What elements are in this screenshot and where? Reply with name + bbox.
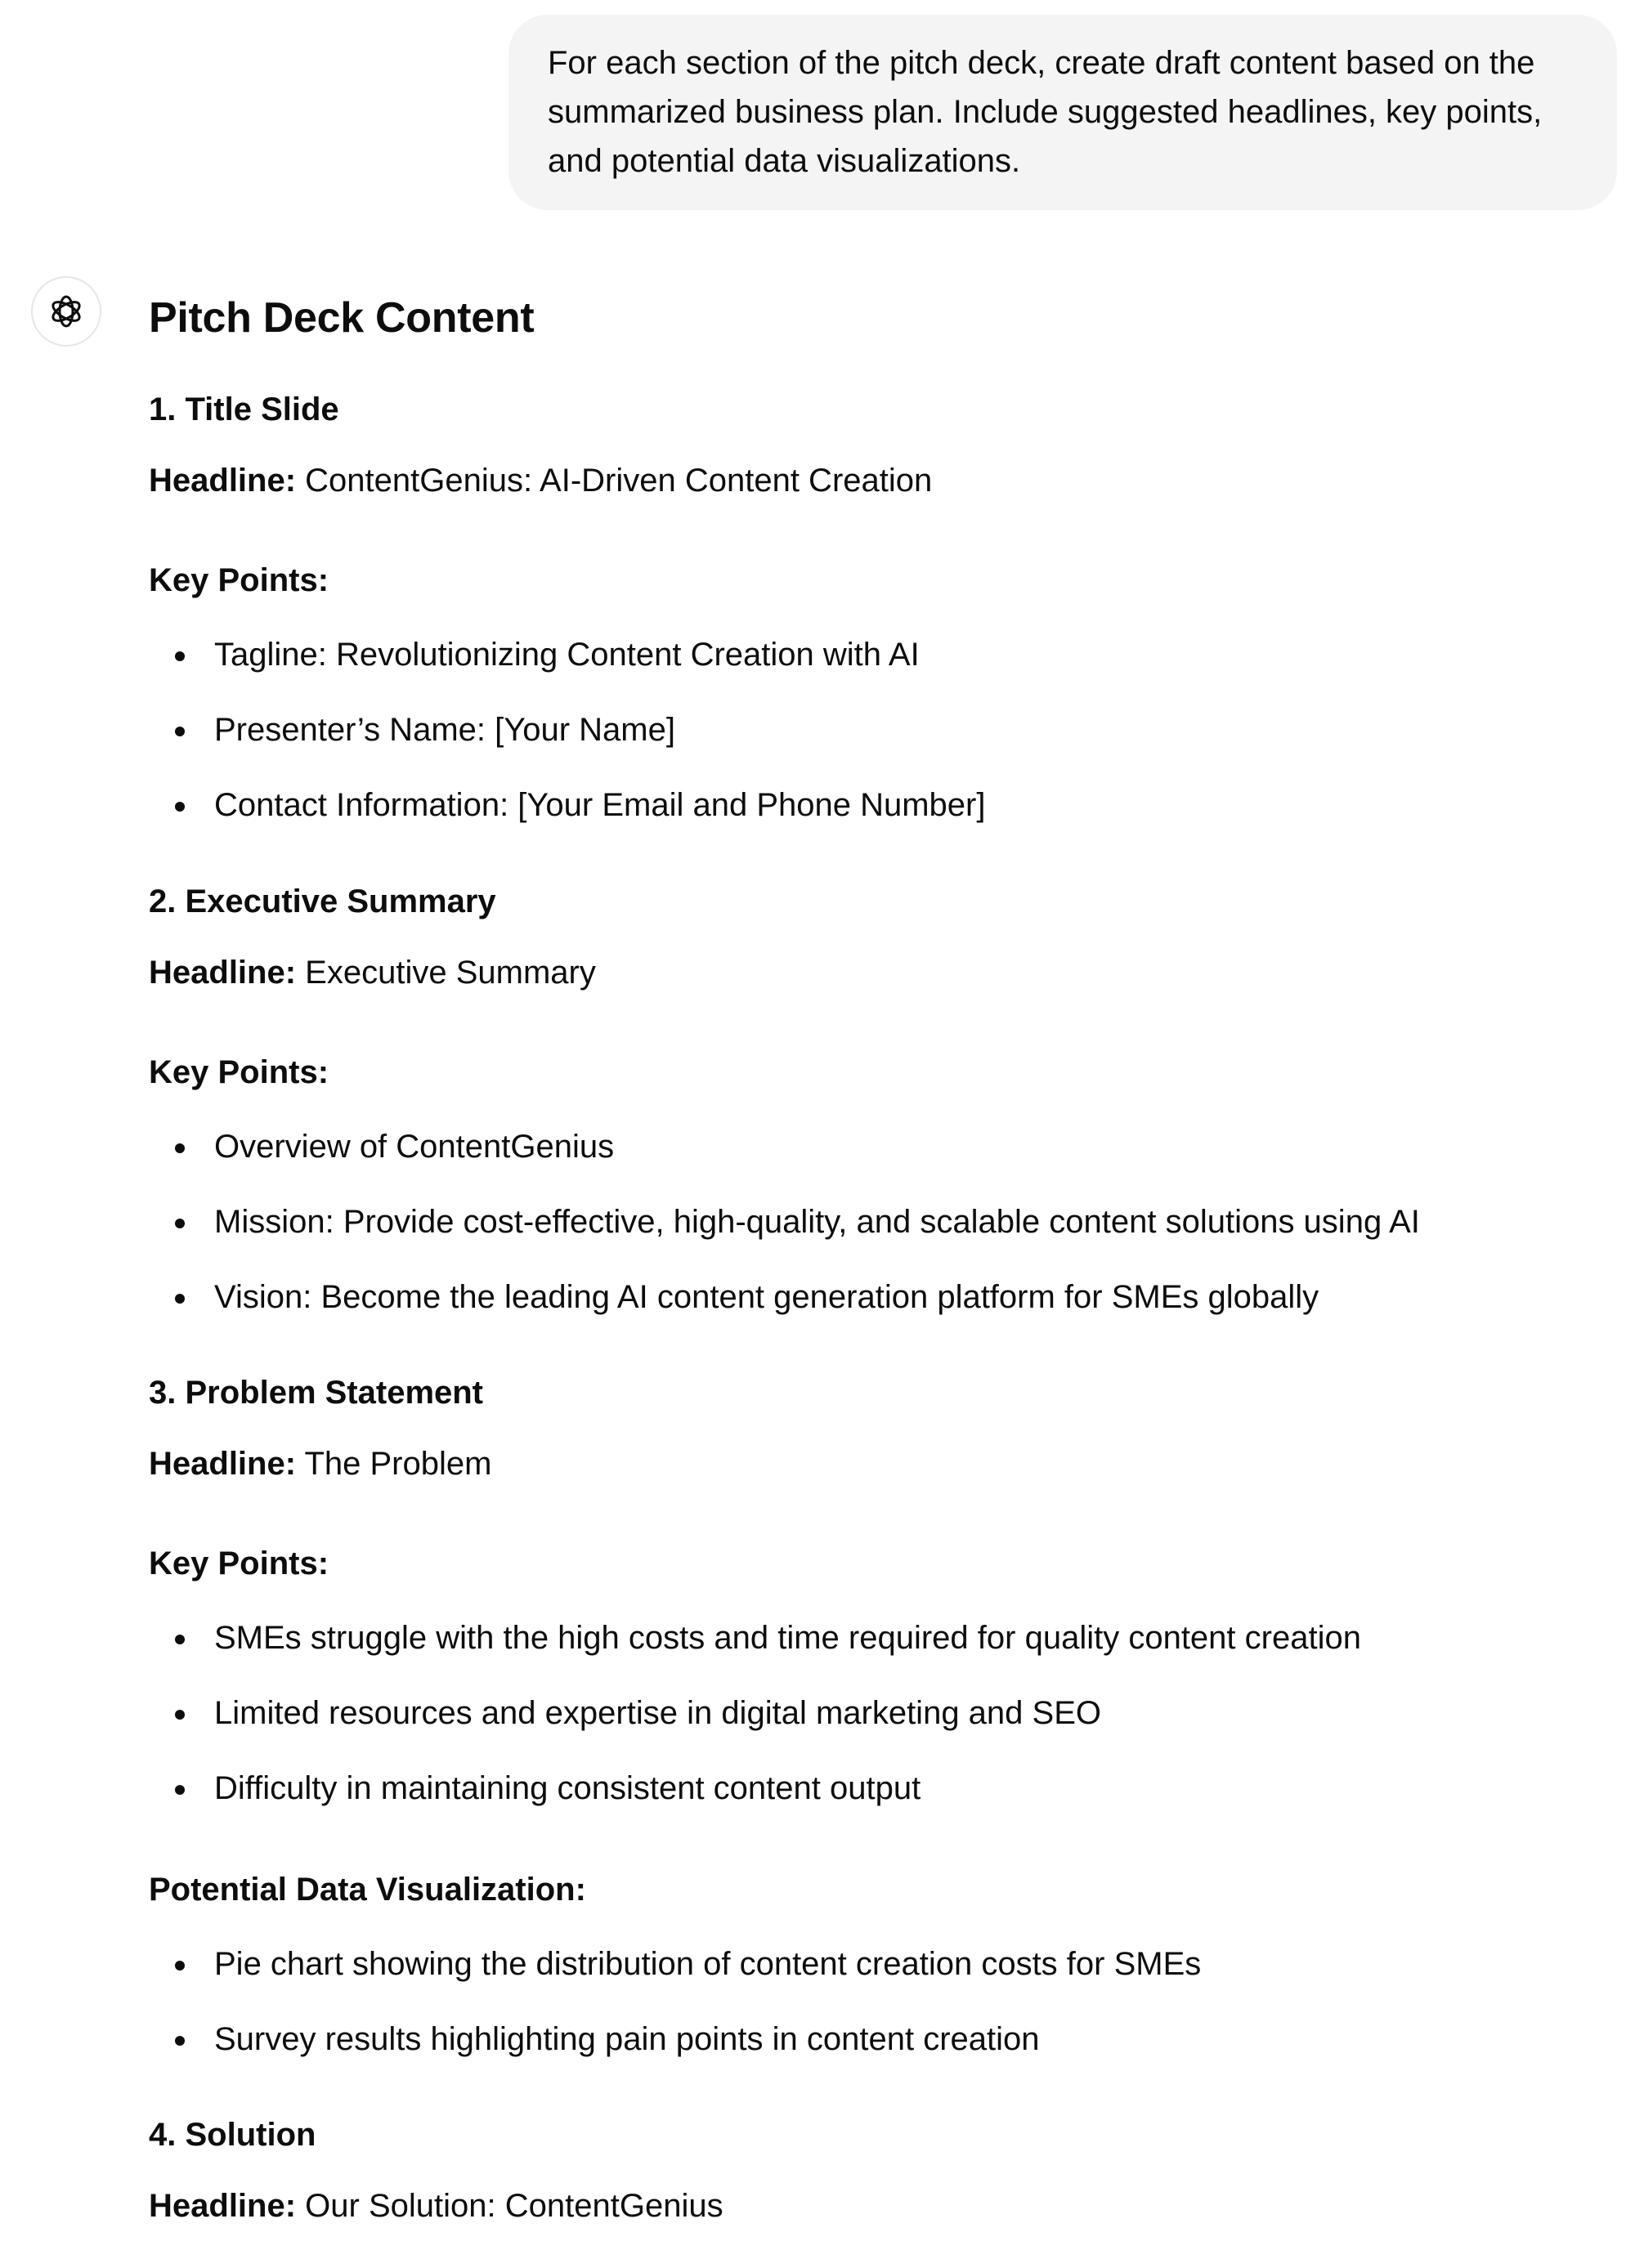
bullet-dot	[175, 1635, 185, 1644]
bullet-dot	[175, 1710, 185, 1720]
headline-text: ContentGenius: AI-Driven Content Creation	[305, 463, 933, 499]
bullet-dot	[175, 1961, 185, 1971]
headline-label: Headline:	[149, 955, 297, 991]
list-item-text: Difficulty in maintaining consistent content output	[214, 1770, 921, 1806]
bullet-dot	[175, 2036, 185, 2046]
list-item-text: Vision: Become the leading AI content generation platform for SMEs globally	[214, 1279, 1319, 1315]
headline-text: Executive Summary	[305, 955, 596, 991]
bullet-dot	[175, 1785, 185, 1795]
bullet-dot	[175, 1294, 185, 1304]
bullet-dot	[175, 651, 185, 661]
list-item-text: Tagline: Revolutionizing Content Creation with AI	[214, 637, 920, 673]
visualization-label: Potential Data Visualization:	[149, 1872, 586, 1908]
response-title: Pitch Deck Content	[149, 294, 535, 342]
section-headline	[149, 2183, 723, 2229]
key-points-label: Key Points:	[149, 1546, 329, 1581]
list-item-text: Limited resources and expertise in digital marketing and SEO	[214, 1695, 1101, 1731]
headline-text: Our Solution: ContentGenius	[305, 2188, 723, 2224]
headline-text: The Problem	[304, 1446, 492, 1482]
section-title: 4. Solution	[149, 2117, 316, 2153]
list-item-text: Presenter’s Name: [Your Name]	[214, 712, 675, 748]
openai-logo-icon	[46, 291, 87, 332]
bullet-dot	[175, 1219, 185, 1228]
headline-label: Headline:	[149, 2188, 297, 2224]
key-points-label: Key Points:	[149, 1054, 329, 1090]
list-item-text: Mission: Provide cost-effective, high-quality, and scalable content solutions using AI	[214, 1204, 1420, 1240]
section-headline	[149, 458, 932, 503]
key-points-label: Key Points:	[149, 562, 329, 598]
section-title: 2. Executive Summary	[149, 883, 496, 919]
list-item-text: Survey results highlighting pain points in content creation	[214, 2021, 1040, 2057]
list-item-text: Contact Information: [Your Email and Phone Number]	[214, 787, 986, 823]
list-item-text: Pie chart showing the distribution of content creation costs for SMEs	[214, 1946, 1202, 1982]
bullet-dot	[175, 1143, 185, 1153]
bullet-dot	[175, 727, 185, 736]
section-headline	[149, 1441, 491, 1487]
user-message-bubble	[508, 15, 1617, 210]
section-title: 1. Title Slide	[149, 391, 339, 427]
headline-label: Headline:	[149, 1446, 297, 1482]
section-title: 3. Problem Statement	[149, 1375, 484, 1411]
assistant-avatar	[31, 276, 101, 347]
section-headline	[149, 950, 596, 995]
bullet-dot	[175, 802, 185, 812]
list-item-text: Overview of ContentGenius	[214, 1129, 615, 1165]
headline-label: Headline:	[149, 463, 297, 499]
list-item-text: SMEs struggle with the high costs and time required for quality content creation	[214, 1620, 1361, 1656]
user-message-text: For each section of the pitch deck, create draft content based on the summarized business plan. Include suggested headlines, key points, and potential data visualizations.	[548, 45, 1543, 179]
